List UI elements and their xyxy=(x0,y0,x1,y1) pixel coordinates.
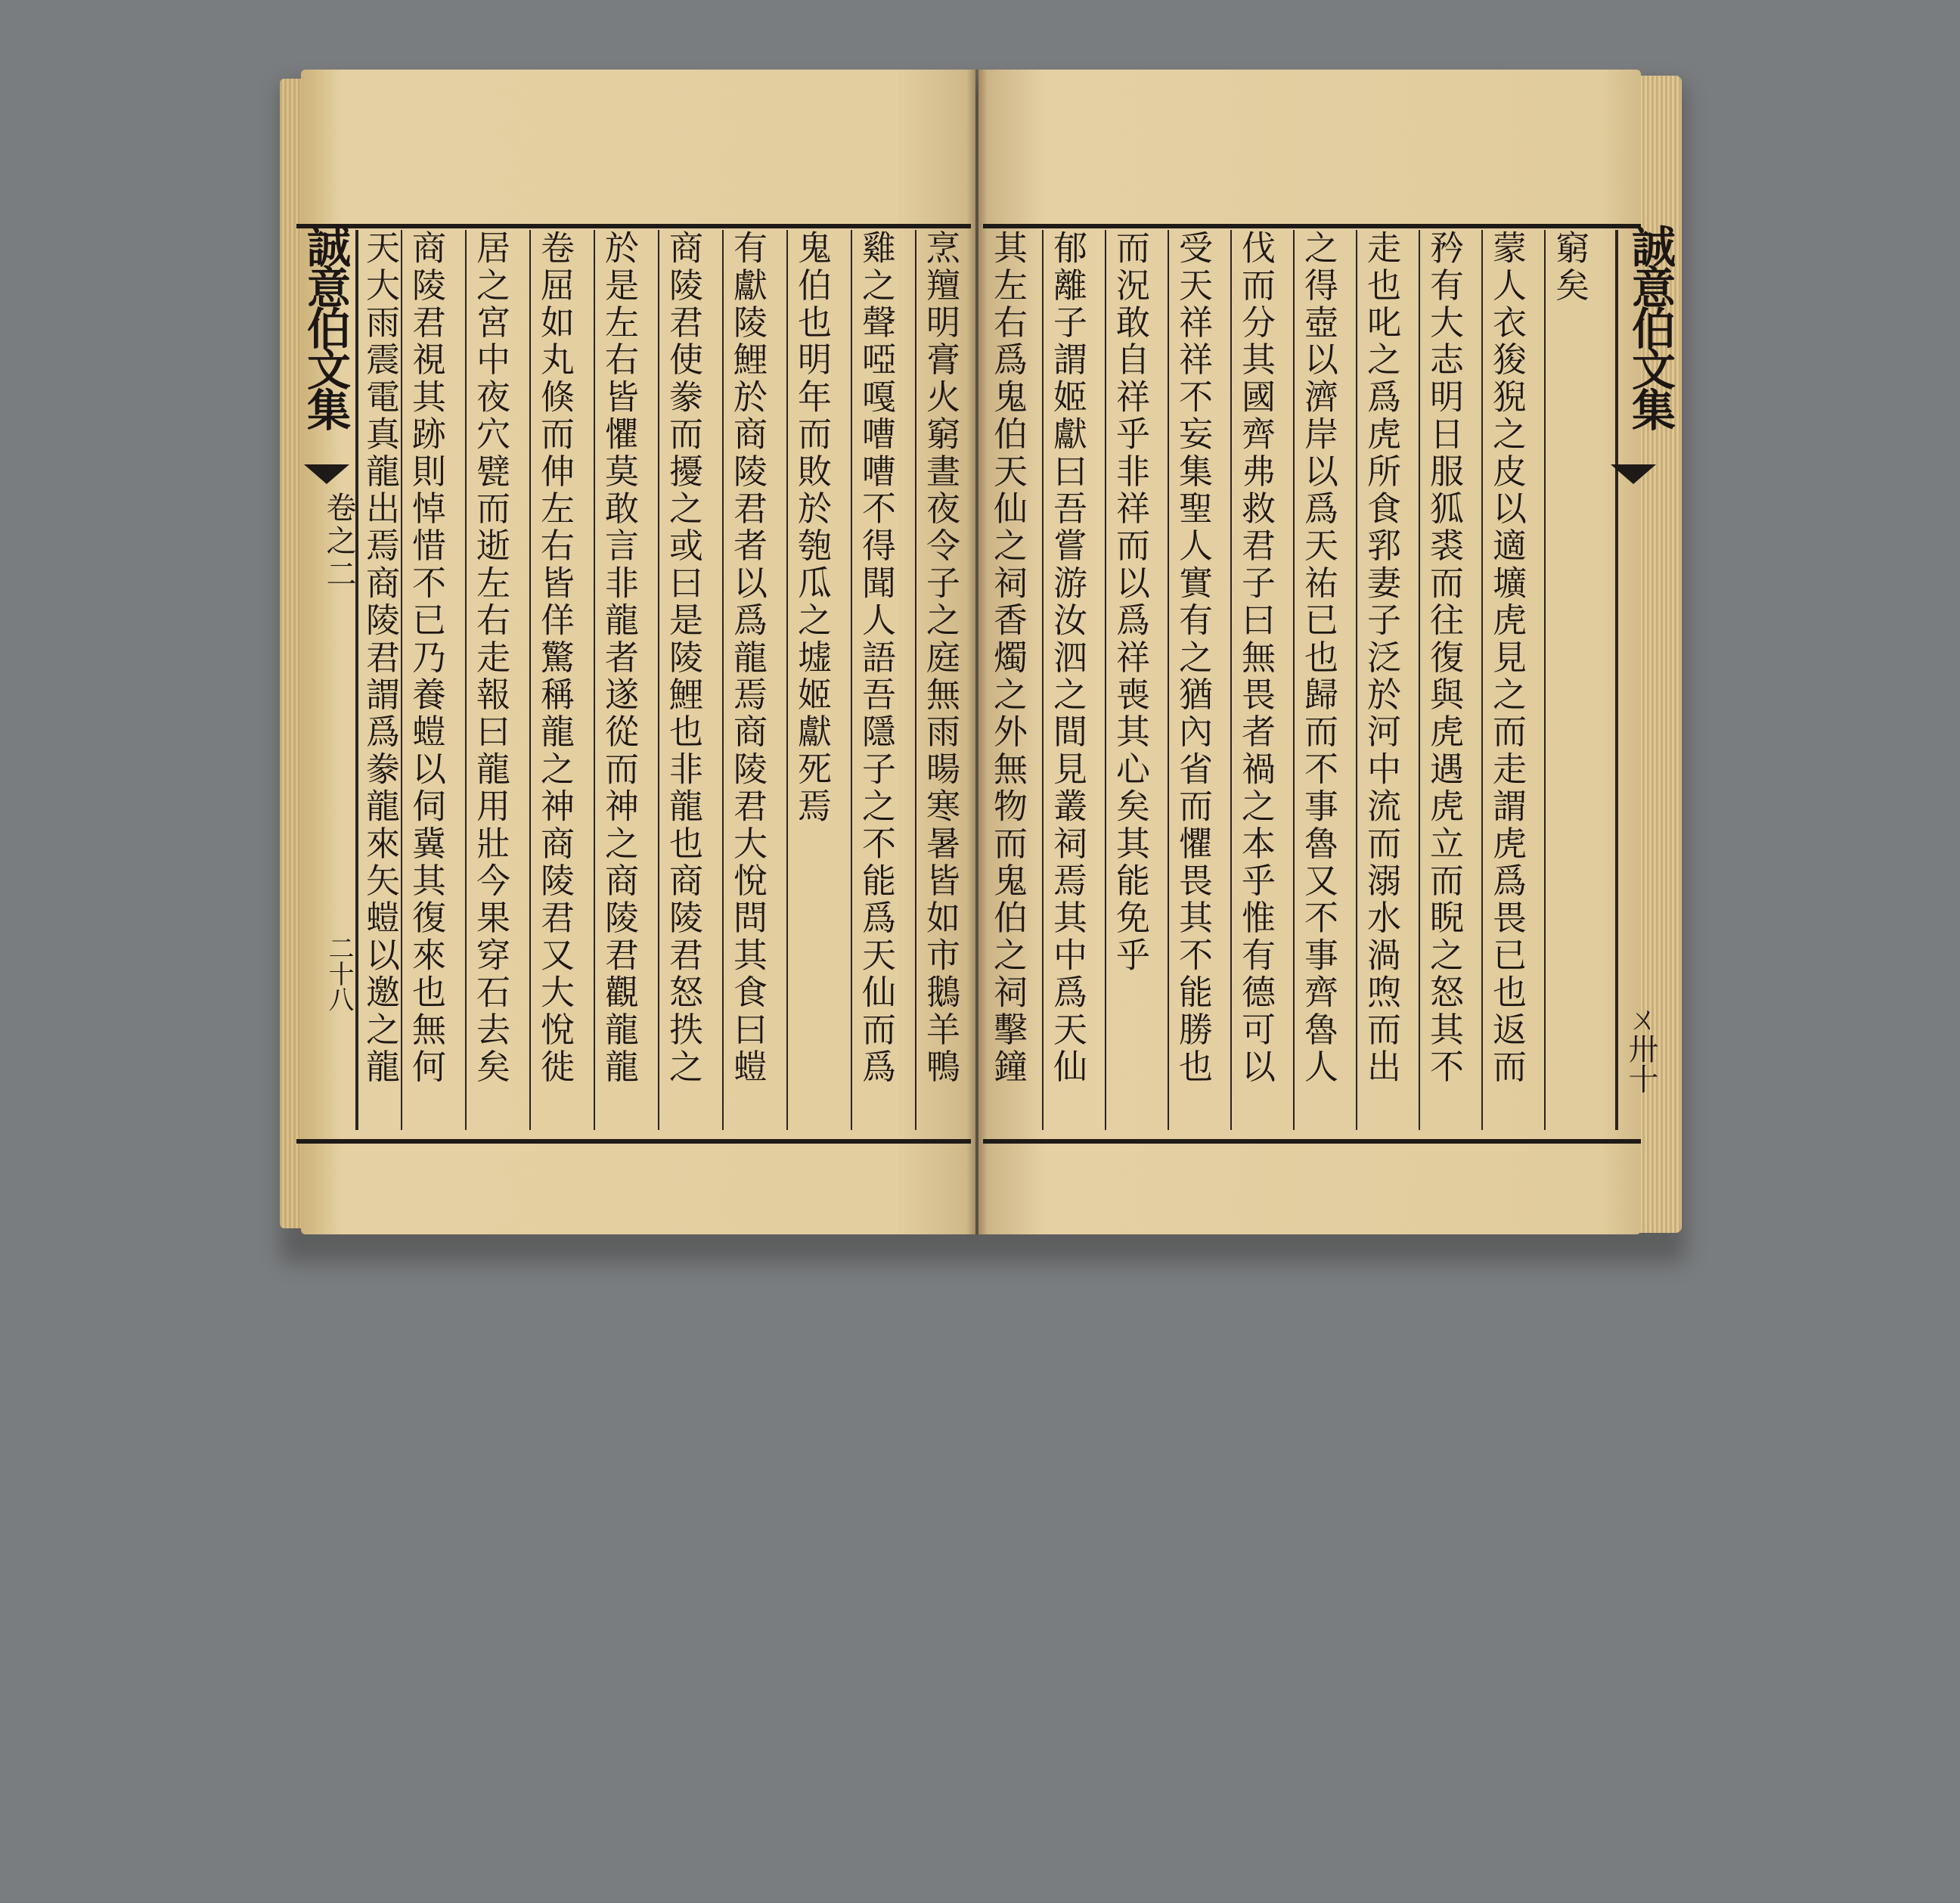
column-rule xyxy=(1544,230,1546,1130)
left-text-column: 雞之聲啞嘎嘈嘈不得聞人語吾隱子之不能爲天仙而爲 xyxy=(856,230,896,1086)
left-banxin-folio: 二十八 xyxy=(324,935,354,1012)
column-rule xyxy=(1293,230,1295,1130)
right-banxin-title: 誠意伯文集 xyxy=(1624,224,1676,428)
left-banxin-volume: 卷之二 xyxy=(321,492,356,591)
right-text-column: 蒙人衣狻猊之皮以適壙虎見之而走謂虎爲畏已也返而 xyxy=(1487,230,1527,1086)
right-fish-tail-icon xyxy=(1611,464,1656,484)
left-text-column: 卷屈如丸倏而伸左右皆佯驚稱龍之神商陵君又大悅徙 xyxy=(535,230,575,1086)
column-rule xyxy=(1230,230,1232,1130)
right-banxin-note: ㄨ卅十 xyxy=(1624,1003,1658,1094)
column-rule xyxy=(658,230,659,1130)
left-text-column: 烹羶明膏火窮晝夜令子之庭無雨暘寒暑皆如市鵝羊鴨 xyxy=(920,230,960,1086)
column-rule xyxy=(786,230,788,1130)
left-text-column: 天大雨震電真龍出焉商陵君謂爲豢龍來矢螘以邀之龍 xyxy=(360,230,400,1086)
right-text-column: 矜有大志明日服狐裘而往復與虎遇虎立而睨之怒其不 xyxy=(1424,230,1464,1086)
right-text-column: 之得壺以濟岸以爲天祐已也歸而不事魯又不事齊魯人 xyxy=(1298,230,1338,1086)
column-rule xyxy=(465,230,467,1130)
column-rule xyxy=(1356,230,1357,1130)
left-fish-tail-icon xyxy=(304,464,349,484)
right-text-column: 窮矣 xyxy=(1549,230,1589,305)
column-rule xyxy=(1105,230,1106,1130)
column-rule xyxy=(722,230,724,1130)
column-rule xyxy=(1481,230,1483,1130)
column-rule xyxy=(1419,230,1420,1130)
left-banxin-title: 誠意伯文集 xyxy=(299,224,351,428)
column-rule xyxy=(1042,230,1044,1130)
left-text-column: 商陵君使豢而擾之或曰是陵鯉也非龍也商陵君怒抶之 xyxy=(663,230,703,1086)
right-text-column: 受天祥祥不妄集聖人實有之猶內省而懼畏其不能勝也 xyxy=(1173,230,1213,1086)
column-rule xyxy=(915,230,916,1130)
column-rule xyxy=(529,230,531,1130)
column-rule xyxy=(594,230,595,1130)
left-text-column: 鬼伯也明年而敗於匏瓜之墟姬獻死焉 xyxy=(792,230,832,826)
left-text-column: 居之宮中夜穴甓而逝左右走報曰龍用壯今果穿石去矣 xyxy=(470,230,510,1086)
right-text-column: 郁離子謂姬獻曰吾嘗游汝泗之間見叢祠焉其中爲天仙 xyxy=(1047,230,1087,1086)
column-rule xyxy=(401,230,402,1130)
column-rule xyxy=(1168,230,1169,1130)
right-text-column: 其左右爲鬼伯天仙之祠香燭之外無物而鬼伯之祠擊鐘 xyxy=(988,230,1028,1086)
left-text-column: 有獻陵鯉於商陵君者以爲龍焉商陵君大悅問其食曰螘 xyxy=(727,230,768,1086)
column-rule xyxy=(851,230,852,1130)
left-text-column: 於是左右皆懼莫敢言非龍者遂從而神之商陵君觀龍龍 xyxy=(599,230,639,1086)
right-text-column: 而況敢自祥乎非祥而以爲祥喪其心矣其能免乎 xyxy=(1110,230,1150,974)
right-text-column: 伐而分其國齊弗救君子曰無畏者禍之本乎惟有德可以 xyxy=(1236,230,1276,1086)
left-text-column: 商陵君視其跡則悼惜不已乃養螘以伺冀其復來也無何 xyxy=(406,230,446,1086)
right-text-column: 走也叱之爲虎所食郛妻子泛於河中流而溺水渦喣而出 xyxy=(1361,230,1401,1086)
